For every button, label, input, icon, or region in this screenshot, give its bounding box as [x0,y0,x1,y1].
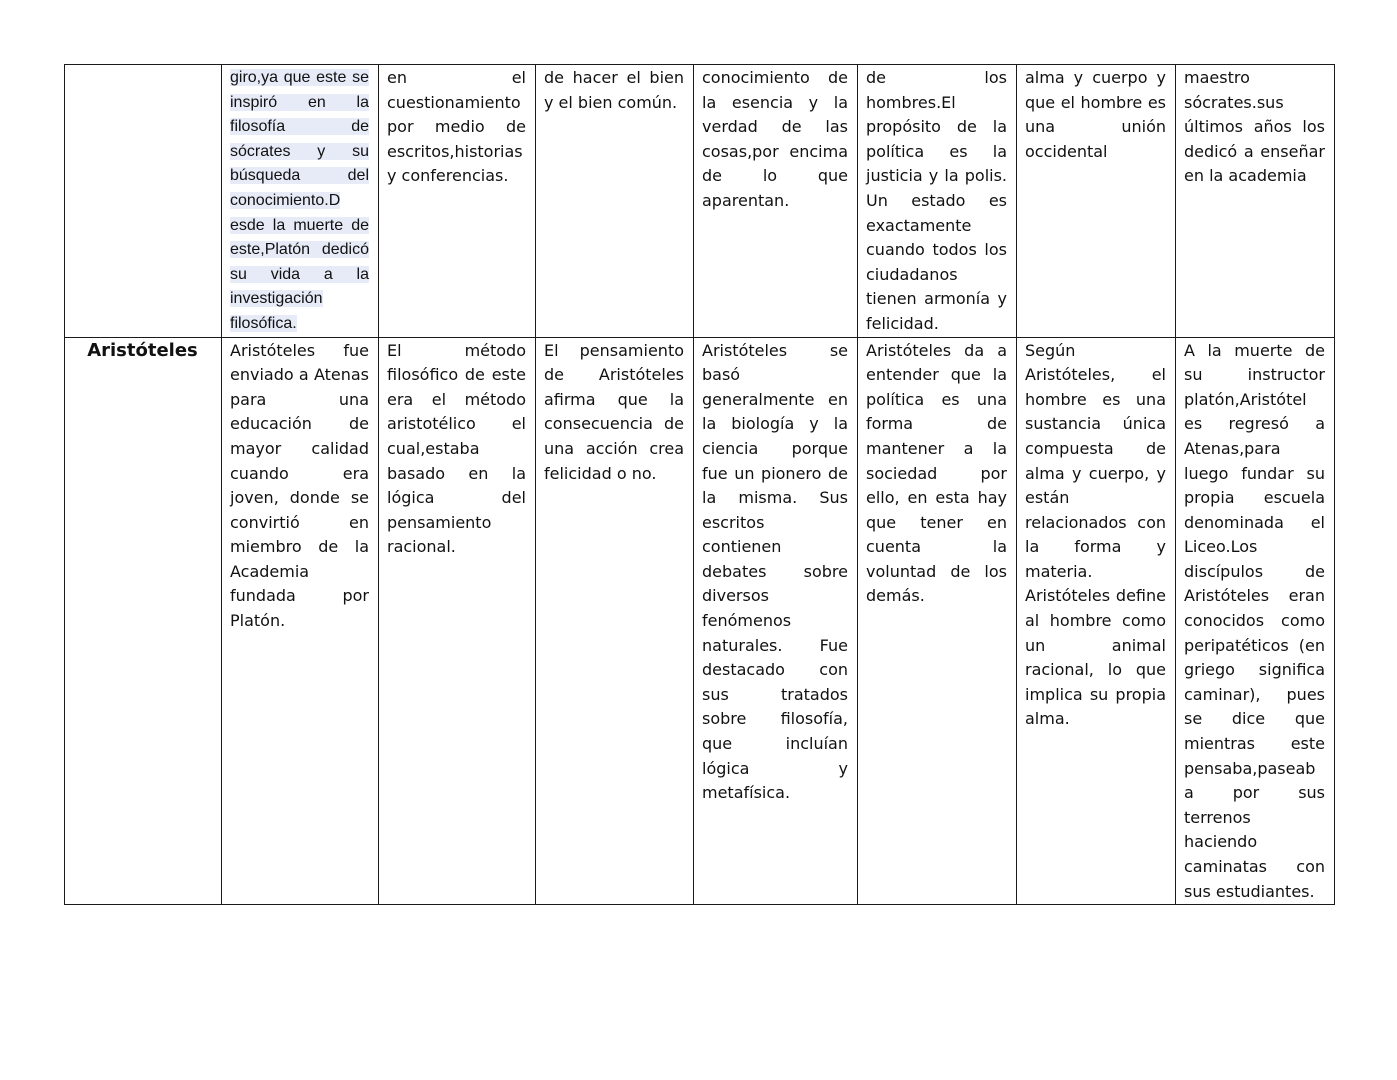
philosopher-name: Aristóteles [87,339,198,361]
table-cell: Según Aristóteles, el hombre es una sustancia única compuesta de alma y cuerpo, y están relacionados con la forma y materia. Aristóteles define al hombre como un animal racional, lo que implica su propia alma. [1017,337,1176,905]
table-row [65,337,1335,905]
highlighted-text: giro,ya que este se inspiró en la filosofía de sócrates y su búsqueda del conocimiento.D esde la muerte de este,Platón dedicó su vida a la investigación filosófica. [230,69,369,332]
table-cell: Aristóteles se basó generalmente en la biología y la ciencia porque fue un pionero de la misma. Sus escritos contienen debates sobre diversos fenómenos naturales. Fue destacado con sus tratados sobre filosofía, que incluían lógica y metafísica. [694,337,858,905]
table-cell: de los hombres.El propósito de la política es la justicia y la polis. Un estado es exactamente cuando todos los ciudadanos tienen armonía y felicidad. [858,65,1017,338]
table-cell: en el cuestionamiento por medio de escritos,historias y conferencias. [379,65,536,338]
philosopher-name-cell [65,65,222,338]
table-row [65,65,1335,338]
philosophers-table [64,64,1335,905]
table-cell: Aristóteles fue enviado a Atenas para una educación de mayor calidad cuando era joven, donde se convirtió en miembro de la Academia fundada por Platón. [222,337,379,905]
table-cell: A la muerte de su instructor platón,Aristótel es regresó a Atenas,para luego fundar su propia escuela denominada el Liceo.Los discípulos de Aristóteles eran conocidos como peripatéticos (en griego significa caminar), pues se dice que mientras este pensaba,paseaba por sus terrenos haciendo caminatas con sus estudiantes. [1176,337,1335,905]
table-cell: El pensamiento de Aristóteles afirma que la consecuencia de una acción crea felicidad o no. [536,337,694,905]
philosopher-name-cell [65,337,222,905]
table-cell [222,65,379,338]
table-cell: maestro sócrates.sus últimos años los dedicó a enseñar en la academia [1176,65,1335,338]
table-cell: conocimiento de la esencia y la verdad de las cosas,por encima de lo que aparentan. [694,65,858,338]
table-cell: de hacer el bien y el bien común. [536,65,694,338]
table-cell: Aristóteles da a entender que la política es una forma de mantener a la sociedad por ello, en esta hay que tener en cuenta la voluntad de los demás. [858,337,1017,905]
table-cell: El método filosófico de este era el método aristotélico el cual,estaba basado en la lógica del pensamiento racional. [379,337,536,905]
table-cell: alma y cuerpo y que el hombre es una unión occidental [1017,65,1176,338]
